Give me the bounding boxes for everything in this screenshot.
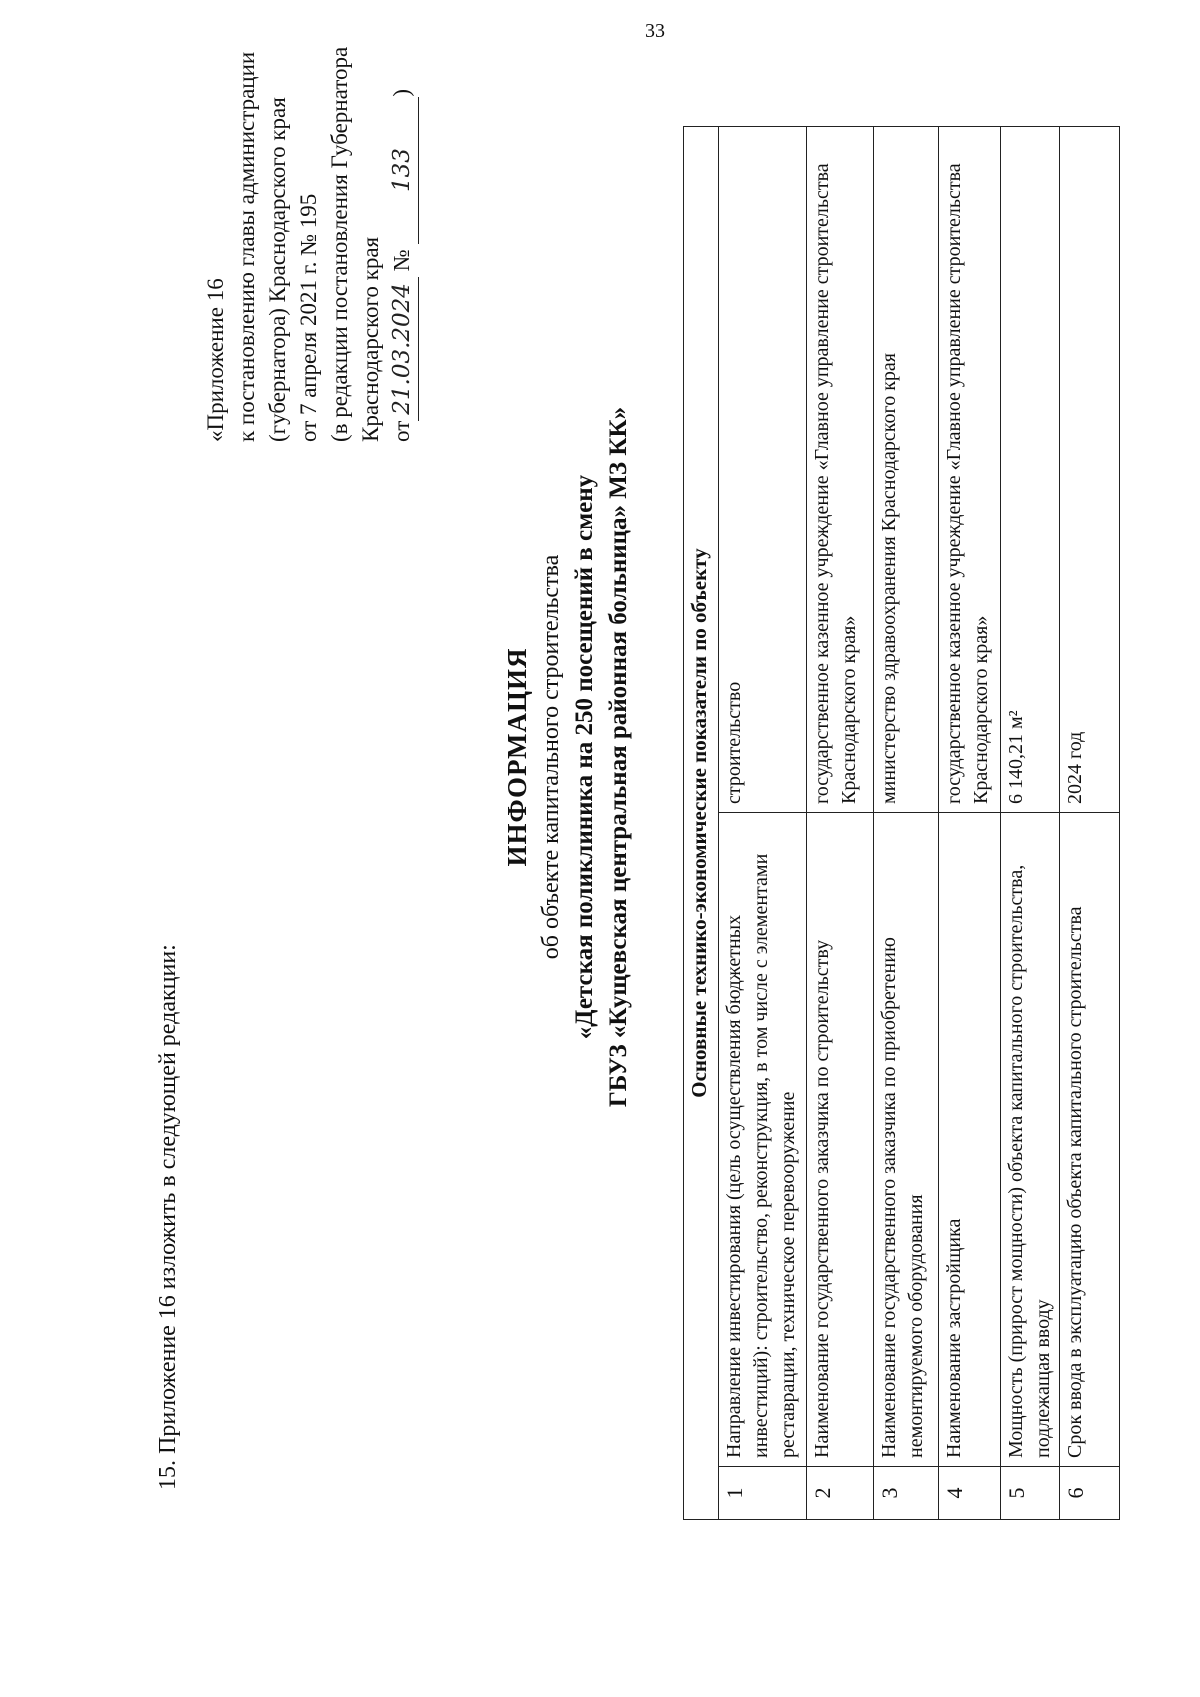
row-value: государственное казенное учреждение «Главное управление строительства Краснодарского края» — [939, 127, 1001, 813]
row-value: 6 140,21 м² — [1001, 127, 1060, 813]
row-value: министерство здравоохранения Краснодарского края — [874, 127, 939, 813]
title-main: ИНФОРМАЦИЯ — [502, 647, 532, 867]
from-prefix: от — [389, 420, 414, 442]
table-header: Основные технико-экономические показатели по объекту — [684, 127, 719, 1520]
row-number: 1 — [719, 1467, 807, 1520]
table-row — [719, 127, 807, 1520]
row-number: 4 — [939, 1467, 1001, 1520]
annex-line: (губернатора) Краснодарского края — [265, 97, 290, 442]
annex-line: от 7 апреля 2021 г. № 195 — [296, 193, 321, 442]
page-number: 33 — [645, 20, 665, 42]
row-label: Наименование государственного заказчика по строительству — [807, 813, 874, 1467]
annex-header — [200, 2, 419, 442]
row-value: 2024 год — [1060, 127, 1120, 813]
row-number: 3 — [874, 1467, 939, 1520]
table-row — [1001, 127, 1060, 1520]
annex-line: к постановлению главы администрации — [234, 51, 259, 442]
row-label: Наименование государственного заказчика по приобретению немонтируемого оборудования — [874, 813, 939, 1467]
close-paren: ) — [389, 88, 414, 97]
number-sign: № — [389, 249, 414, 272]
table-row — [1060, 127, 1120, 1520]
annex-line: Краснодарского края — [358, 236, 383, 442]
row-value: государственное казенное учреждение «Главное управление строительства Краснодарского края» — [807, 127, 874, 813]
row-number: 6 — [1060, 1467, 1120, 1520]
annex-line: (в редакции постановления Губернатора — [327, 46, 352, 442]
handwritten-date: 21.03.2024 — [387, 277, 419, 421]
indicators-table — [683, 126, 1120, 1520]
row-number: 5 — [1001, 1467, 1060, 1520]
handwritten-number: 133 — [387, 97, 419, 244]
row-label: Срок ввода в эксплуатацию объекта капитального строительства — [1060, 813, 1120, 1467]
table-row — [807, 127, 874, 1520]
table-row — [939, 127, 1001, 1520]
title-subtitle: об объекте капитального строительства — [538, 554, 564, 960]
title-object-line: «Детская поликлиника на 250 посещений в смену — [571, 474, 598, 1040]
row-value: строительство — [719, 127, 807, 813]
title-object-line: ГБУЗ «Кущевская центральная районная больница» МЗ КК» — [605, 406, 632, 1108]
row-number: 2 — [807, 1467, 874, 1520]
document-title — [500, 377, 636, 1137]
table-row — [874, 127, 939, 1520]
row-label: Наименование застройщика — [939, 813, 1001, 1467]
annex-line: «Приложение 16 — [203, 278, 228, 442]
annex-date-number-line — [386, 2, 419, 442]
intro-text: 15. Приложение 16 изложить в следующей редакции: — [155, 944, 181, 1490]
row-label: Направление инвестирования (цель осуществления бюджетных инвестиций): строительство, реконструкция, в том числе с элементами реставрации, техническое перевооружение — [719, 813, 807, 1467]
row-label: Мощность (прирост мощности) объекта капитального строительства, подлежащая вводу — [1001, 813, 1060, 1467]
